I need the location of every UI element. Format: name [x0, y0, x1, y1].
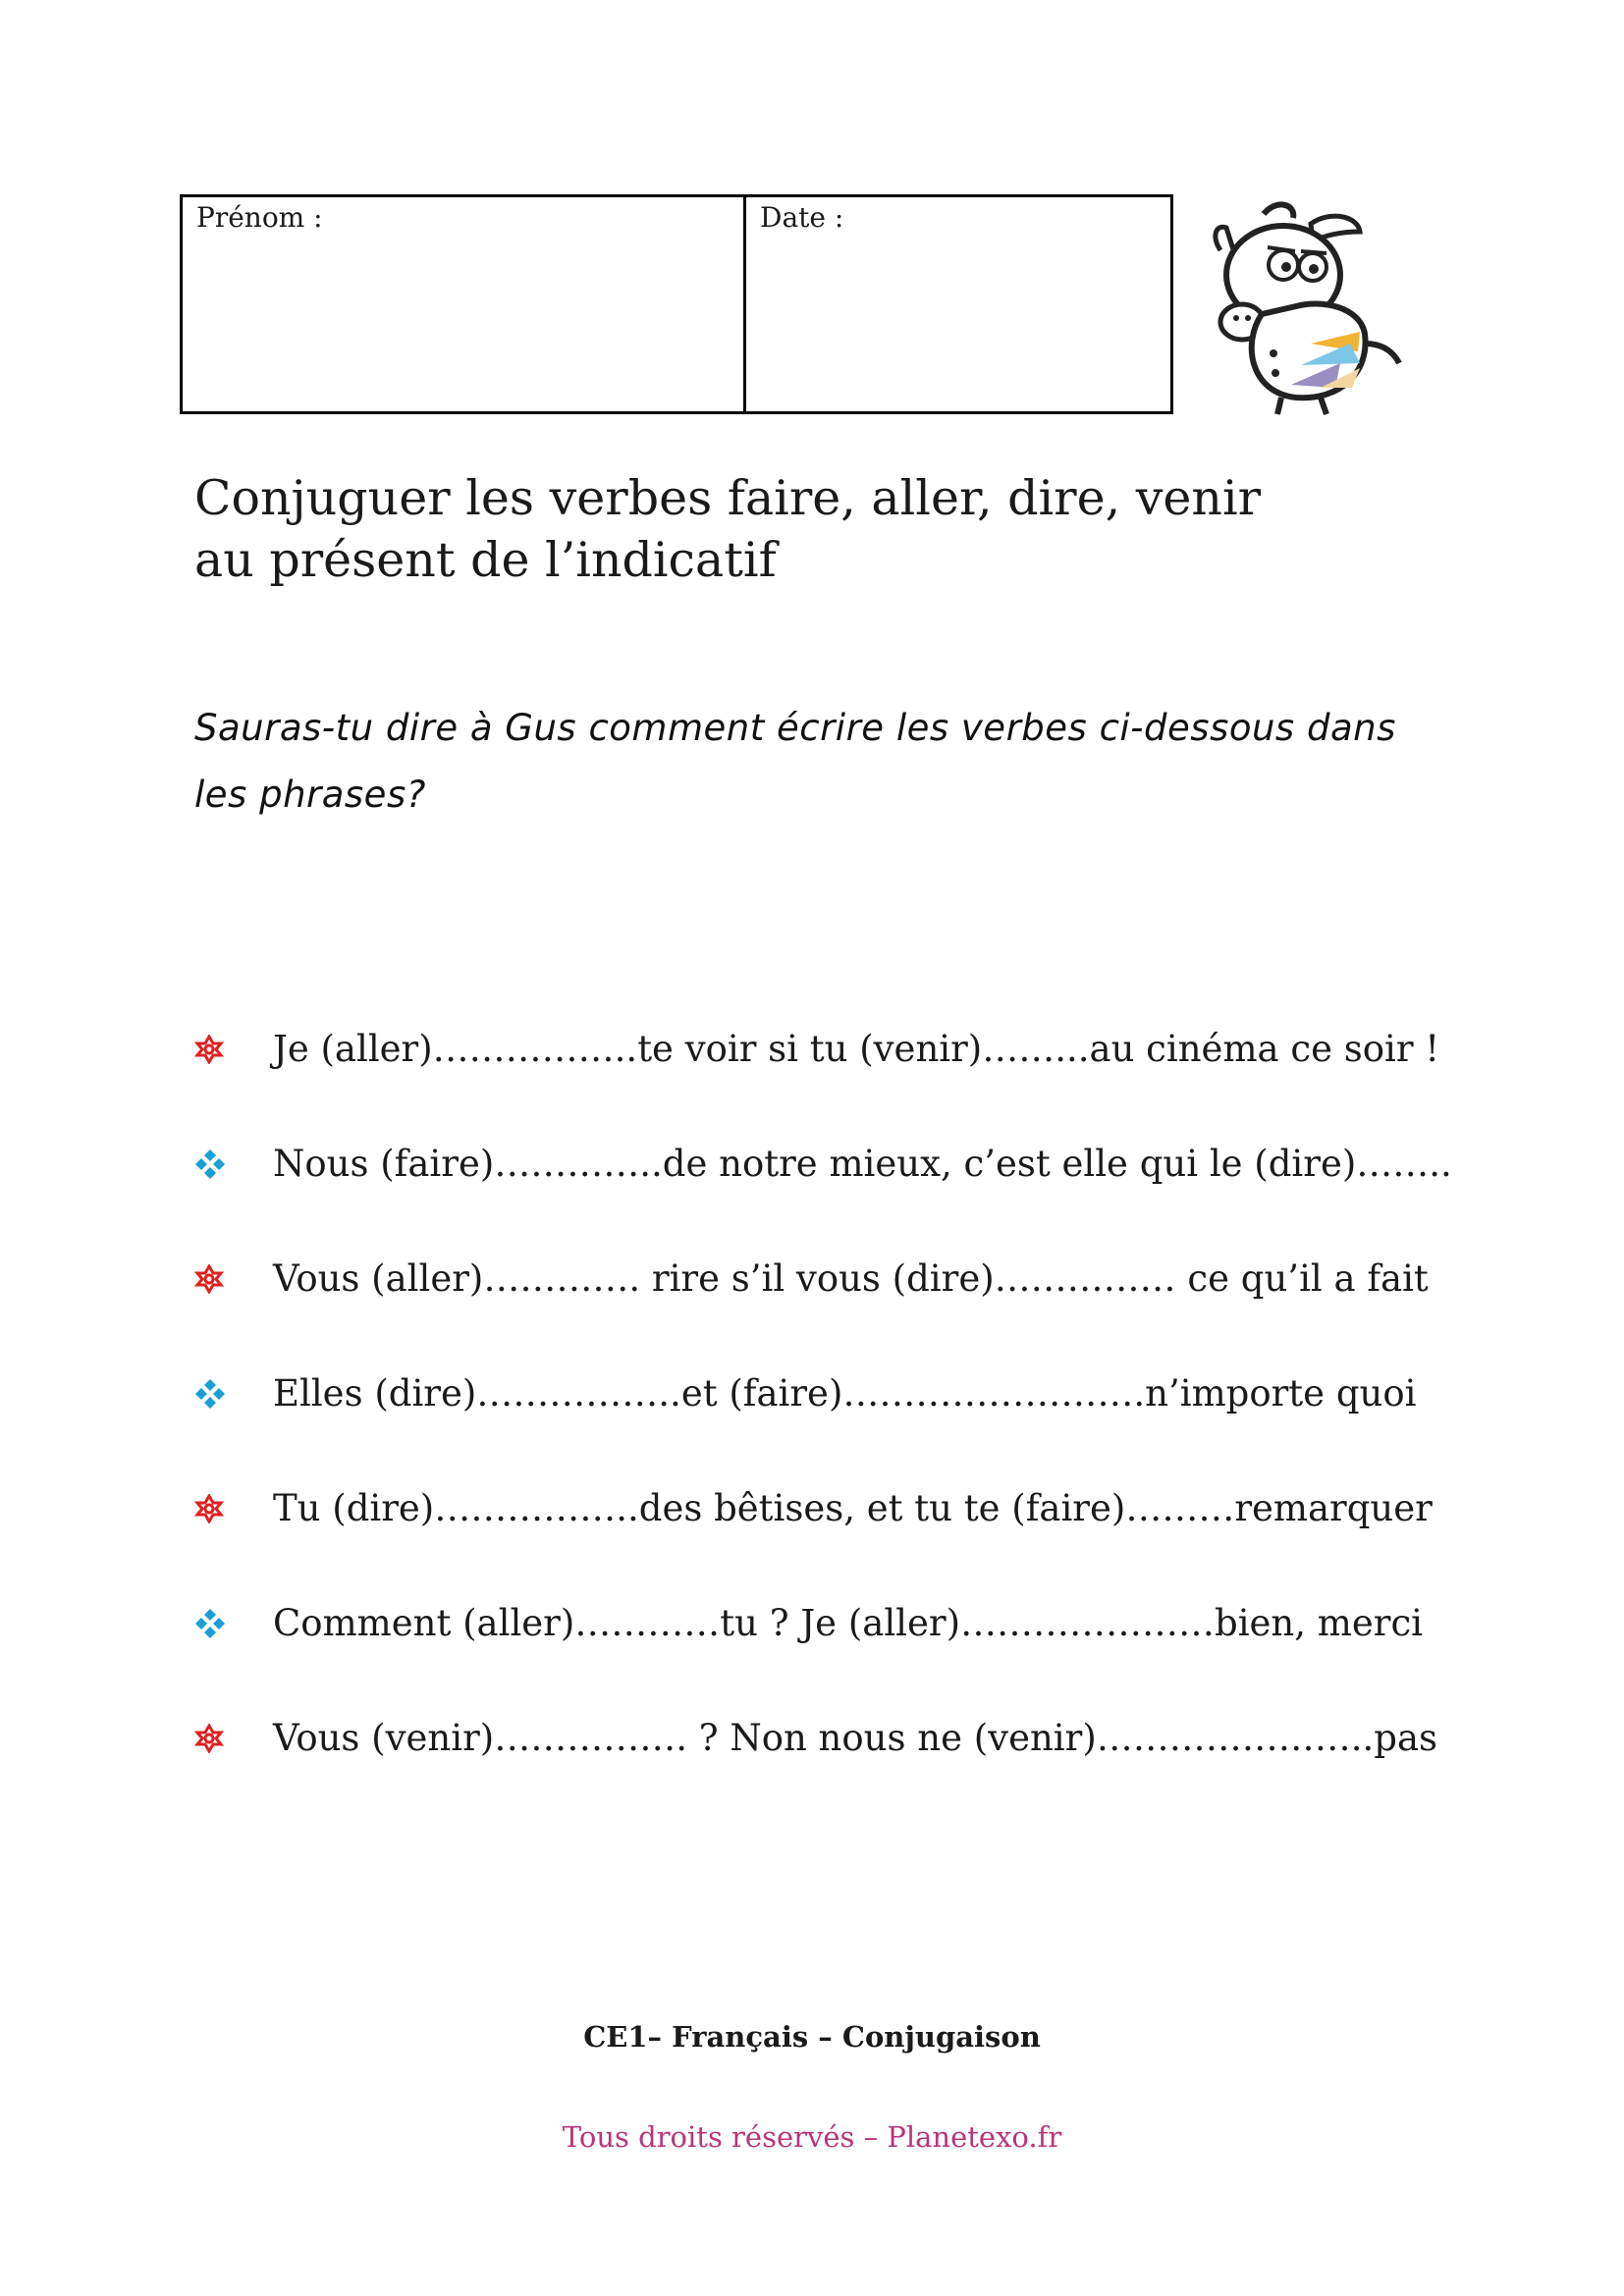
sentence-text: Elles (dire)……………..et (faire)…………………….n’importe quoi: [273, 1372, 1417, 1415]
flower-bullet-icon: [194, 1264, 273, 1294]
list-item: [194, 1451, 1432, 1566]
list-item: [194, 1681, 1438, 1795]
diamond-bullet-icon: [194, 1148, 273, 1180]
list-item: [194, 991, 1440, 1106]
page-title: Conjuguer les verbes faire, aller, dire, venir au présent de l’indicatif: [194, 470, 1262, 588]
flower-bullet-icon: [194, 1724, 273, 1753]
prenom-field[interactable]: [183, 197, 746, 411]
student-info-box: [180, 194, 1173, 414]
list-item: [194, 1221, 1432, 1336]
list-item: [194, 1106, 1452, 1221]
sentence-text: Vous (aller)…………. rire s’il vous (dire)…………… ce qu’il a fait: [273, 1257, 1429, 1300]
flower-bullet-icon: [194, 1494, 273, 1523]
list-item: [194, 1336, 1432, 1451]
prenom-label: Prénom :: [196, 201, 323, 234]
sentence-list: [194, 991, 1452, 1795]
sentence-text: Comment (aller)…………tu ? Je (aller)…………………bien, merci: [273, 1602, 1424, 1644]
date-label: Date :: [760, 201, 844, 234]
sheep-mascot-icon: [1203, 196, 1419, 417]
sentence-text: Vous (venir)……………. ? Non nous ne (venir)…………………..pas: [273, 1717, 1438, 1759]
sentence-text: Je (aller)……………..te voir si tu (venir)……...au cinéma ce soir !: [273, 1028, 1440, 1070]
sentence-text: Tu (dire)……………..des bêtises, et tu te (faire)………remarquer: [273, 1487, 1433, 1529]
flower-bullet-icon: [194, 1035, 273, 1064]
diamond-bullet-icon: [194, 1608, 273, 1639]
diamond-bullet-icon: [194, 1378, 273, 1410]
exercise-instruction: Sauras-tu dire à Gus comment écrire les verbes ci-dessous dans les phrases?: [194, 707, 1396, 816]
sentence-text: Nous (faire)…………..de notre mieux, c’est elle qui le (dire)……..: [273, 1143, 1452, 1185]
list-item: [194, 1566, 1432, 1681]
footer-rights: Tous droits réservés – Planetexo.fr: [562, 2120, 1062, 2154]
footer-subject: CE1– Français – Conjugaison: [583, 2020, 1041, 2054]
date-field[interactable]: [746, 197, 1170, 411]
